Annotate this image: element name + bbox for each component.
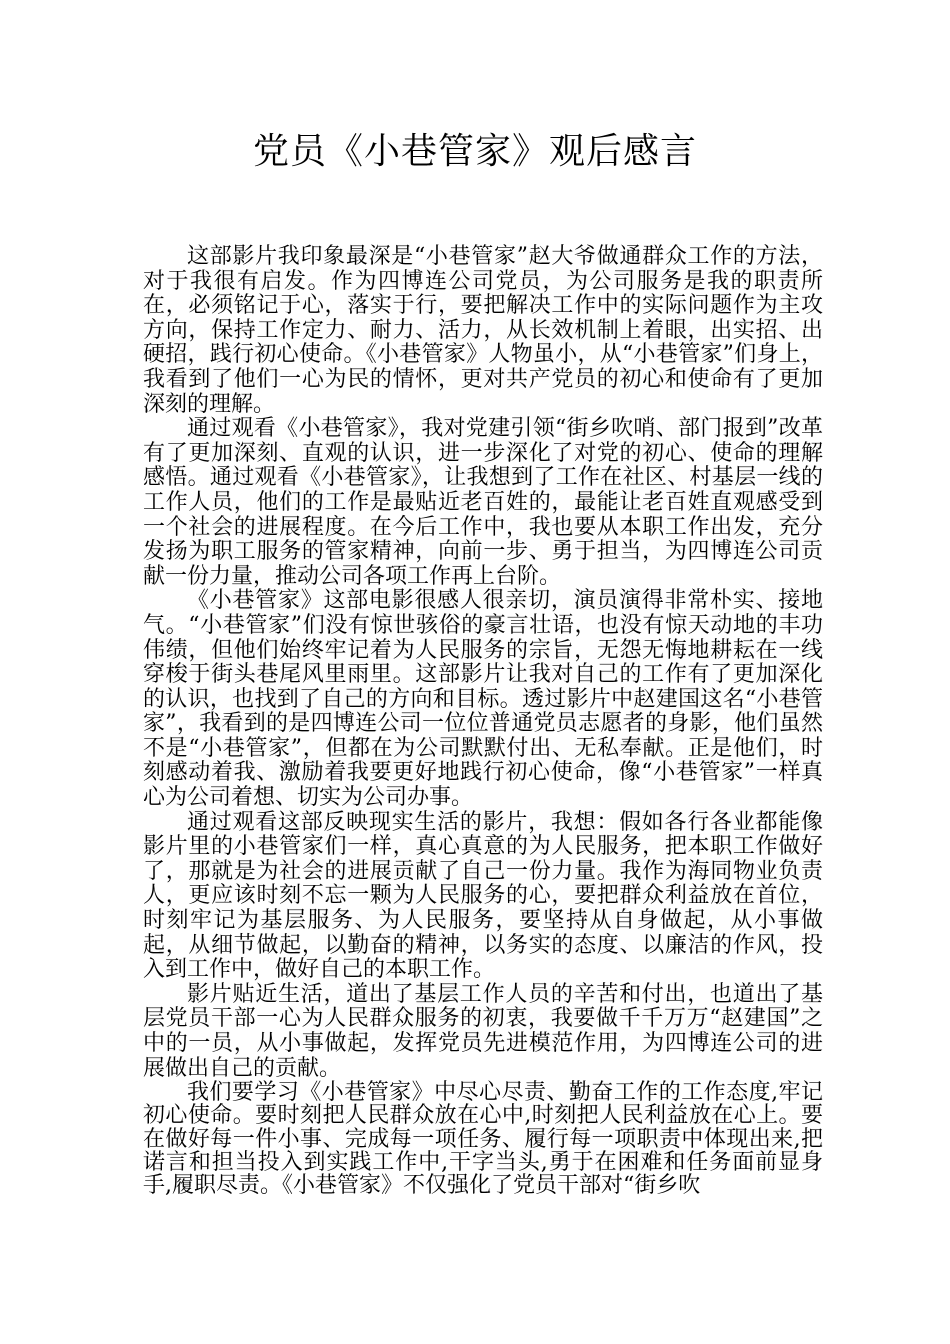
paragraph-2: 通过观看《小巷管家》，我对党建引领“街乡吹哨、部门报到”改革有了更加深刻、直观的认识，进一步深化了对党的初心、使命的理解感悟。通过观看《小巷管家》，让我想到了工作在社区、村基层一线的工作人员，他们的工作是最贴近老百姓的，最能让老百姓直观感受到一个社会的进展程度。在今后工作中，我也要从本职工作出发，充分发扬为职工服务的管家精神，向前一步、勇于担当，为四博连公司贡献一份力量，推动公司各项工作再上台阶。 [143, 416, 823, 589]
paragraph-6: 我们要学习《小巷管家》中尽心尽责、勤奋工作的工作态度,牢记初心使命。要时刻把人民群众放在心中,时刻把人民利益放在心上。要在做好每一件小事、完成每一项任务、履行每一项职责中体现出来,把诺言和担当投入到实践工作中,干字当头,勇于在困难和任务面前显身手,履职尽责。《小巷管家》不仅强化了党员干部对“街乡吹 [143, 1080, 823, 1198]
paragraph-1: 这部影片我印象最深是“小巷管家”赵大爷做通群众工作的方法，对于我很有启发。作为四博连公司党员，为公司服务是我的职责所在，必须铭记于心，落实于行，要把解决工作中的实际问题作为主攻方向，保持工作定力、耐力、活力，从长效机制上着眼，出实招、出硬招，践行初心使命。《小巷管家》人物虽小，从“小巷管家”们身上，我看到了他们一心为民的情怀，更对共产党员的初心和使命有了更加深刻的理解。 [143, 244, 823, 417]
document-title: 党员《小巷管家》观后感言 [252, 131, 697, 172]
paragraph-3: 《小巷管家》这部电影很感人很亲切，演员演得非常朴实、接地气。“小巷管家”们没有惊世骇俗的豪言壮语，也没有惊天动地的丰功伟绩，但他们始终牢记着为人民服务的宗旨，无怨无悔地耕耘在一线穿梭于街头巷尾风里雨里。这部影片让我对自己的工作有了更加深化的认识，也找到了自己的方向和目标。透过影片中赵建国这名“小巷管家”，我看到的是四博连公司一位位普通党员志愿者的身影，他们虽然不是“小巷管家”，但都在为公司默默付出、无私奉献。正是他们，时刻感动着我、激励着我要更好地践行初心使命，像“小巷管家”一样真心为公司着想、切实为公司办事。 [143, 588, 823, 811]
document-body [143, 245, 823, 1197]
paragraph-5: 影片贴近生活，道出了基层工作人员的辛苦和付出，也道出了基层党员干部一心为人民群众服务的初衷，我要做千千万万“赵建国”之中的一员，从小事做起，发挥党员先进模范作用，为四博连公司的进展做出自己的贡献。 [143, 981, 823, 1081]
paragraph-4: 通过观看这部反映现实生活的影片，我想：假如各行各业都能像影片里的小巷管家们一样，真心真意的为人民服务，把本职工作做好了，那就是为社会的进展贡献了自己一份力量。我作为海同物业负责人，更应该时刻不忘一颗为人民服务的心，要把群众利益放在首位，时刻牢记为基层服务、为人民服务，要坚持从自身做起，从小事做起，从细节做起，以勤奋的精神，以务实的态度、以廉洁的作风，投入到工作中，做好自己的本职工作。 [143, 809, 823, 983]
